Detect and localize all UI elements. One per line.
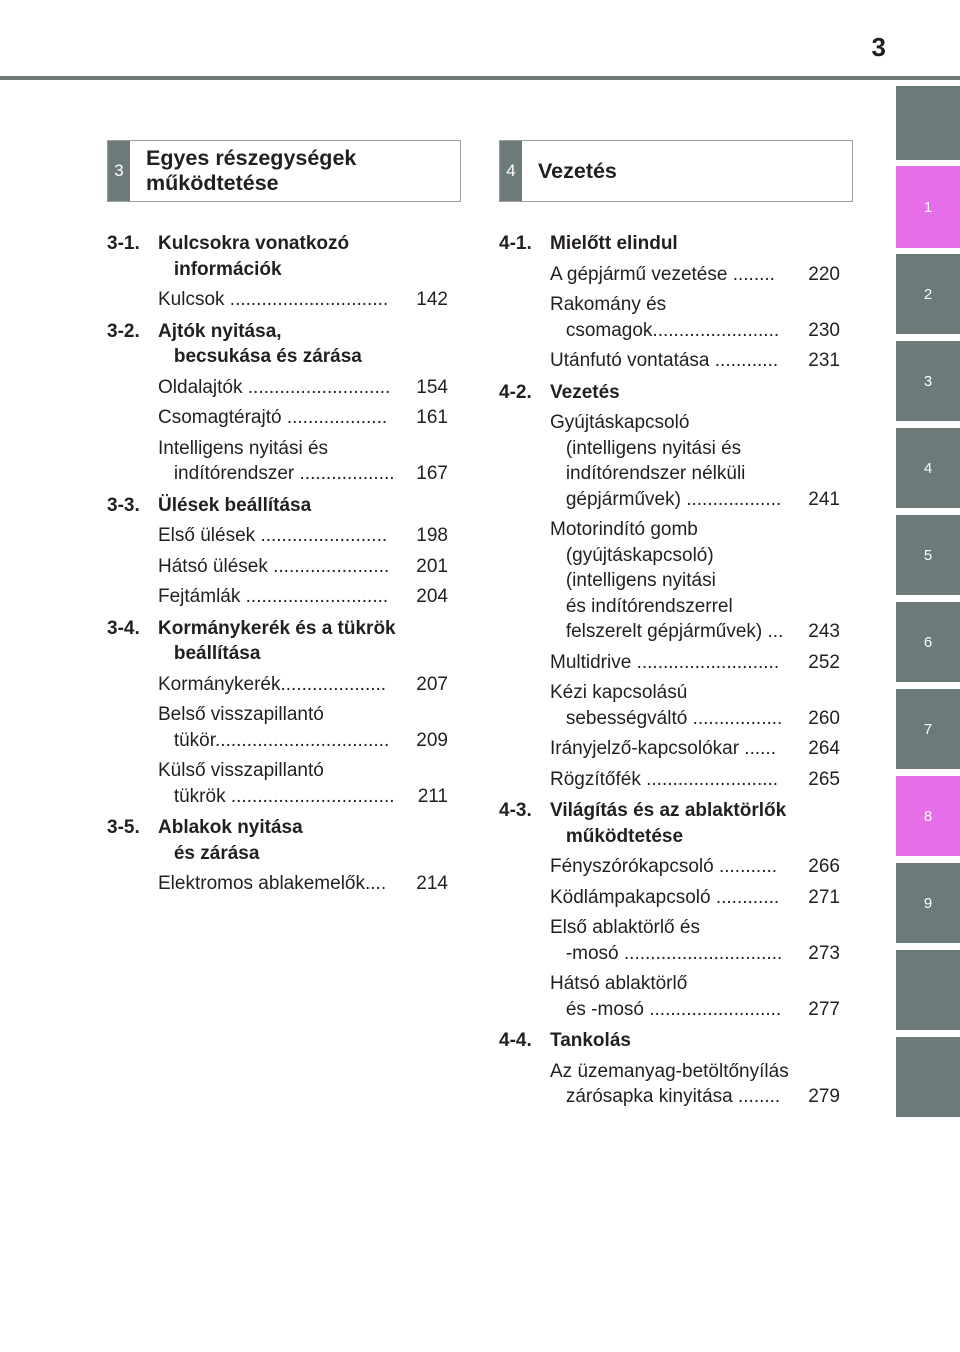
entry-page-number: 243 [808, 621, 840, 642]
toc-entry[interactable] [499, 915, 840, 966]
entry-text-line: Kulcsok .............................. [158, 289, 389, 310]
subsection-title-line: Ülések beállítása [158, 494, 312, 516]
subsection-title-line: Mielőtt elindul [550, 233, 678, 254]
subsection-title [550, 380, 840, 406]
toc-entry[interactable] [107, 702, 448, 753]
entry-text [550, 971, 808, 1022]
entry-text [158, 405, 416, 431]
toc-entry[interactable] [107, 436, 448, 487]
subsection-heading[interactable] [107, 231, 448, 282]
entry-text [550, 854, 808, 880]
subsection-heading[interactable] [107, 616, 448, 667]
entry-text-line: felszerelt gépjárművek) ... [550, 621, 784, 642]
entry-text [550, 348, 808, 374]
entry-page-number: 204 [416, 586, 448, 607]
entry-text-line: Utánfutó vontatása ............ [550, 350, 779, 371]
entry-page-number: 231 [808, 350, 840, 371]
toc-column-right [499, 226, 840, 1110]
subsection-title-line: működtetése [550, 825, 684, 847]
entry-page-number: 161 [416, 407, 448, 428]
subsection-heading[interactable] [107, 493, 448, 519]
entry-page-number: 207 [416, 673, 448, 695]
section-number: 4 [500, 141, 522, 201]
chapter-tab[interactable]: 4 [896, 428, 960, 508]
entry-page-number: 260 [808, 707, 840, 729]
subsection-heading[interactable] [499, 231, 840, 257]
subsection-number: 3-1. [107, 233, 140, 254]
subsection-heading[interactable] [499, 380, 840, 406]
subsection-title-line: Kormánykerék és a tükrök [158, 617, 396, 639]
toc-entry[interactable] [107, 584, 448, 610]
entry-page-number: 264 [808, 738, 840, 759]
entry-page-number: 201 [416, 555, 448, 577]
entry-text-line: indítórendszer .................. [158, 463, 395, 484]
entry-page-number: 167 [416, 463, 448, 484]
subsection-number: 3-5. [107, 817, 140, 838]
entry-page-number: 220 [808, 263, 840, 285]
entry-text-line: (intelligens nyitási [550, 570, 716, 591]
entry-text-line: tükör................................. [158, 729, 390, 751]
chapter-tab[interactable]: 9 [896, 863, 960, 943]
toc-entry[interactable] [107, 554, 448, 580]
subsection-number: 3-3. [107, 494, 140, 516]
entry-page-number: 252 [808, 651, 840, 673]
subsection-title [158, 616, 448, 667]
subsection-number: 4-3. [499, 800, 532, 821]
section-title [538, 159, 617, 184]
entry-text-line: (gyújtáskapcsoló) [550, 544, 714, 566]
page-number: 3 [871, 32, 886, 62]
chapter-tab[interactable]: 6 [896, 602, 960, 682]
toc-entry[interactable] [499, 767, 840, 793]
subsection-title-line: beállítása [158, 643, 261, 664]
entry-text-line: Irányjelző-kapcsolókar ...... [550, 738, 776, 759]
subsection-number: 3-2. [107, 320, 140, 342]
entry-text-line: Hátsó ülések ...................... [158, 555, 390, 577]
toc-entry[interactable] [499, 292, 840, 343]
entry-text-line: A gépjármű vezetése ........ [550, 263, 775, 285]
entry-text [158, 584, 416, 610]
toc-column-left [107, 226, 448, 897]
entry-text [550, 650, 808, 676]
toc-entry[interactable] [499, 650, 840, 676]
subsection-title [158, 815, 448, 866]
entry-text-line: Csomagtérajtó ................... [158, 407, 388, 428]
entry-text [158, 871, 416, 897]
toc-entry[interactable] [107, 287, 448, 313]
entry-text [158, 375, 416, 401]
subsection-title-line: Vezetés [550, 381, 620, 403]
entry-page-number: 279 [808, 1086, 840, 1107]
entry-text-line: Az üzemanyag-betöltőnyílás [550, 1060, 789, 1082]
entry-page-number: 211 [417, 785, 448, 807]
toc-entry[interactable] [499, 680, 840, 731]
entry-text [550, 680, 808, 731]
entry-text [550, 262, 808, 288]
subsection-number: 3-4. [107, 617, 140, 639]
chapter-tab[interactable]: 3 [896, 341, 960, 421]
entry-page-number: 214 [416, 873, 448, 894]
entry-text [550, 767, 808, 793]
subsection-number: 4-1. [499, 233, 532, 254]
entry-text-line: Kézi kapcsolású [550, 682, 688, 703]
entry-text [158, 758, 418, 809]
chapter-tab[interactable] [896, 86, 960, 160]
entry-text [158, 287, 416, 313]
toc-entry[interactable] [107, 523, 448, 549]
entry-text-line: Gyújtáskapcsoló [550, 412, 690, 433]
chapter-tab[interactable]: 8 [896, 776, 960, 856]
toc-entry[interactable] [499, 971, 840, 1022]
subsection-number: 4-4. [499, 1030, 532, 1051]
top-rule [0, 76, 960, 80]
entry-page-number: 241 [808, 488, 840, 510]
entry-text-line: Fejtámlák ........................... [158, 586, 389, 607]
subsection-title-line: Tankolás [550, 1030, 631, 1051]
section-title-line: működtetése [146, 171, 279, 195]
entry-text-line: Rögzítőfék ......................... [550, 768, 779, 790]
toc-entry[interactable] [499, 854, 840, 880]
entry-text-line: indítórendszer nélküli [550, 463, 746, 484]
subsection-title-line: Ajtók nyitása, [158, 320, 282, 342]
entry-page-number: 266 [808, 856, 840, 877]
entry-page-number: 154 [416, 376, 448, 398]
toc-entry[interactable] [499, 885, 840, 911]
subsection-heading[interactable] [107, 815, 448, 866]
subsection-title-line: Világítás és az ablaktörlők [550, 800, 787, 821]
toc-entry[interactable] [499, 1059, 840, 1110]
toc-entry[interactable] [499, 736, 840, 762]
section-4-header [499, 140, 853, 202]
toc-entry[interactable] [499, 410, 840, 512]
subsection-heading[interactable] [499, 1028, 840, 1054]
subsection-title [158, 493, 448, 519]
chapter-tab[interactable] [896, 950, 960, 1030]
entry-text-line: Motorindító gomb [550, 519, 698, 540]
entry-page-number: 277 [808, 998, 840, 1020]
entry-text-line: Fényszórókapcsoló ........... [550, 856, 778, 877]
toc-entry[interactable] [107, 405, 448, 431]
toc-entry[interactable] [499, 262, 840, 288]
entry-page-number: 273 [808, 942, 840, 964]
section-3-header [107, 140, 461, 202]
entry-text-line: gépjárművek) .................. [550, 488, 782, 510]
entry-text [550, 292, 808, 343]
entry-text [550, 517, 808, 645]
entry-text-line: Hátsó ablaktörlő [550, 973, 688, 994]
subsection-title [550, 1028, 840, 1054]
entry-text [550, 885, 808, 911]
entry-page-number: 271 [808, 886, 840, 908]
subsection-title-line: Kulcsokra vonatkozó [158, 233, 350, 254]
section-number: 3 [108, 141, 130, 201]
entry-page-number: 209 [416, 729, 448, 751]
entry-text-line: Oldalajtók ........................... [158, 376, 391, 398]
toc-entry[interactable] [107, 758, 448, 809]
subsection-title [550, 798, 840, 849]
subsection-title-line: becsukása és zárása [158, 346, 362, 367]
entry-text-line: Külső visszapillantó [158, 760, 324, 781]
entry-text-line: sebességváltó ................. [550, 707, 783, 729]
entry-text-line: Rakomány és [550, 294, 667, 315]
chapter-tab[interactable]: 7 [896, 689, 960, 769]
subsection-title [550, 231, 840, 257]
entry-text-line: és indítórendszerrel [550, 595, 733, 617]
toc-entry[interactable] [107, 871, 448, 897]
section-title [146, 146, 356, 196]
subsection-heading[interactable] [499, 798, 840, 849]
toc-entry[interactable] [499, 517, 840, 645]
subsection-heading[interactable] [107, 319, 448, 370]
section-title-line: Egyes részegységek [146, 146, 357, 170]
entry-text [550, 915, 808, 966]
entry-page-number: 265 [808, 768, 840, 790]
entry-text [158, 523, 416, 549]
entry-text [550, 410, 808, 512]
entry-text [158, 672, 416, 698]
entry-text [550, 1059, 808, 1110]
toc-entry[interactable] [107, 672, 448, 698]
entry-text-line: tükrök ............................... [158, 785, 395, 807]
entry-text-line: (intelligens nyitási és [550, 437, 742, 459]
entry-text-line: Első ablaktörlő és [550, 917, 700, 938]
chapter-tab[interactable]: 2 [896, 254, 960, 334]
subsection-number: 4-2. [499, 381, 532, 403]
subsection-title-line: és zárása [158, 842, 260, 864]
subsection-title [158, 319, 448, 370]
entry-text-line: -mosó .............................. [550, 942, 783, 964]
entry-text-line: zárósapka kinyitása ........ [550, 1086, 781, 1107]
entry-text-line: Első ülések ........................ [158, 525, 388, 546]
chapter-tab[interactable]: 5 [896, 515, 960, 595]
section-title-line: Vezetés [538, 158, 617, 183]
toc-entry[interactable] [107, 375, 448, 401]
entry-text-line: csomagok........................ [550, 319, 780, 341]
entry-page-number: 142 [416, 289, 448, 310]
entry-text-line: Ködlámpakapcsoló ............ [550, 886, 780, 908]
entry-text-line: Elektromos ablakemelők.... [158, 873, 387, 894]
subsection-title-line: információk [158, 258, 282, 280]
chapter-tab[interactable]: 1 [896, 166, 960, 248]
entry-text [158, 554, 416, 580]
toc-entry[interactable] [499, 348, 840, 374]
entry-text [158, 436, 416, 487]
subsection-title [158, 231, 448, 282]
subsection-title-line: Ablakok nyitása [158, 817, 303, 838]
entry-text-line: Kormánykerék.................... [158, 673, 387, 695]
entry-text-line: és -mosó ......................... [550, 998, 782, 1020]
chapter-tab[interactable] [896, 1037, 960, 1117]
entry-text [550, 736, 808, 762]
entry-page-number: 230 [808, 319, 840, 341]
entry-page-number: 198 [416, 525, 448, 546]
entry-text-line: Intelligens nyitási és [158, 437, 329, 459]
entry-text-line: Multidrive ........................... [550, 651, 780, 673]
entry-text [158, 702, 416, 753]
entry-text-line: Belső visszapillantó [158, 704, 324, 725]
